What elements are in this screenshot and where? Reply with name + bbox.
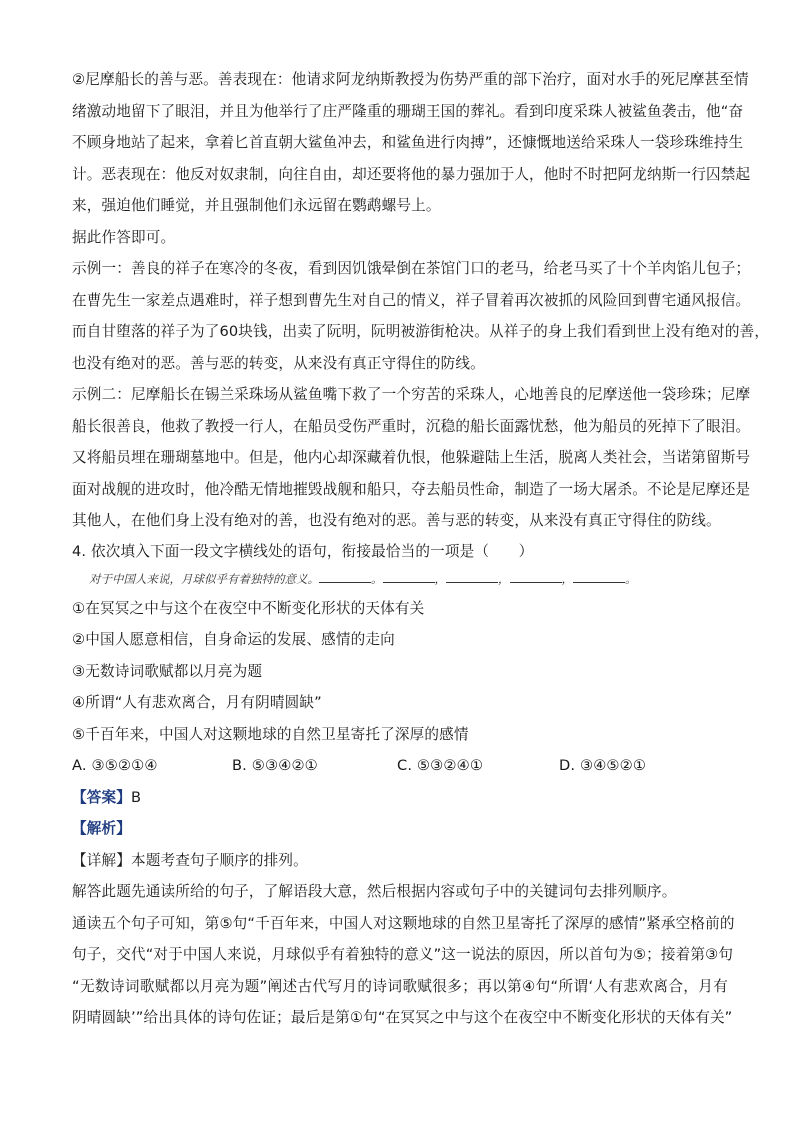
fill-blank (573, 569, 625, 583)
option-b: B. ⑤③④②① (232, 757, 318, 774)
text-line: ②尼摩船长的善与恶。善表现在：他请求阿龙纳斯教授为伤势严重的部下治疗，面对水手的死尼摩甚至情 (72, 71, 749, 88)
text-line: 示例二：尼摩船长在锡兰采珠场从鲨鱼嘴下救了一个穷苦的采珠人，心地善良的尼摩送他一袋珍珠；尼摩 (72, 386, 751, 403)
detail-tag: 【详解】 (72, 851, 131, 869)
passage-lead: 对于中国人来说，月球似乎有着独特的意义。 (89, 571, 319, 586)
answer-hint-paragraph (72, 222, 728, 254)
question-passage (72, 566, 728, 593)
answer-value: B (130, 788, 142, 806)
sentence-item: ⑤千百年来，中国人对这颗地球的自然卫星寄托了深厚的感情 (72, 725, 469, 743)
text-line: 也没有绝对的恶。善与恶的转变，从来没有真正守得住的防线。 (72, 354, 485, 372)
text-line: “无数诗词歌赋都以月亮为题”阐述古代写月的诗词歌赋很多；再以第④句“所谓‘人有悲欢离合，月有 (72, 977, 728, 995)
text-line: 解答此题先通读所给的句子，了解语段大意，然后根据内容或句子中的关键词句去排列顺序。 (72, 883, 677, 900)
option-d: D. ③④⑤②① (559, 757, 647, 774)
answer-line (72, 782, 728, 814)
fill-blank (319, 569, 371, 583)
example-two-paragraph (72, 379, 751, 537)
passage-punct: ， (498, 571, 510, 586)
text-line: 而自甘堕落的祥子为了60块钱，出卖了阮明，阮明被游街枪决。从祥子的身上我们看到世上没有绝对的善， (72, 323, 770, 340)
sentence-item: ②中国人愿意相信，自身命运的发展、感情的走向 (72, 631, 395, 648)
question-stem: 4. 依次填入下面一段文字横线处的语句，衔接最恰当的一项是（ ） (72, 542, 534, 560)
option-c: C. ⑤③②④① (397, 757, 484, 774)
text-line: 计。恶表现在：他反对奴隶制，向往自由，却还要将他的暴力强加于人，他时不时把阿龙纳斯一行囚禁起 (72, 165, 751, 183)
text-line: 在曹先生一家差点遇难时，祥子想到曹先生对自己的情义，祥子冒着再次被抓的风险回到曹宅通风报信。 (72, 291, 751, 309)
fill-blank (383, 569, 435, 583)
passage-punct: ， (434, 571, 446, 586)
analysis-paragraph-nemo (72, 64, 751, 222)
answer-options (72, 750, 728, 782)
text-line: 示例一：善良的祥子在寒冷的冬夜，看到因饥饿晕倒在茶馆门口的老马，给老马买了十个羊肉馅儿包子； (72, 260, 751, 277)
sentence-item: ③无数诗词歌赋都以月亮为题 (72, 662, 263, 680)
analysis-tag: 【解析】 (72, 820, 131, 837)
text-line: 又将船员埋在珊瑚墓地中。但是，他内心却深藏着仇恨，他躲避陆上生活，脱离人类社会，当诺第留斯号 (72, 449, 751, 466)
question-block (72, 537, 728, 782)
option-a: A. ③⑤②①④ (72, 757, 158, 774)
text-line: 其他人，在他们身上没有绝对的善，也没有绝对的恶。善与恶的转变，从来没有真正守得住的防线。 (72, 512, 721, 529)
text-line: 通读五个句子可知，第⑤句“千百年来，中国人对这颗地球的自然卫星寄托了深厚的感情”紧承空格前的 (72, 914, 735, 932)
text-line: 面对战舰的进攻时，他冷酷无情地摧毁战舰和船只，夺去船员性命，制造了一场大屠杀。不论是尼摩还是 (72, 480, 751, 498)
sentence-item: ④所谓“人有悲欢离合，月有阴晴圆缺” (72, 694, 322, 711)
fill-blank (510, 569, 562, 583)
answer-tag: 【答案】 (72, 788, 131, 806)
document-page (72, 64, 770, 1034)
detail-text: 本题考查句子顺序的排列。 (130, 851, 308, 869)
detail-line (72, 845, 728, 877)
analysis-heading (72, 813, 728, 845)
passage-punct: ， (561, 571, 573, 586)
passage-punct: 。 (625, 571, 637, 586)
text-line: 绪激动地留下了眼泪，并且为他举行了庄严隆重的珊瑚王国的葬礼。看到印度采珠人被鲨鱼袭击，他“奋 (72, 102, 744, 120)
text-line: 船长很善良，他救了教授一行人，在船员受伤严重时，沉稳的船长面露忧愁，他为船员的死掉下了眼泪。 (72, 417, 751, 435)
passage-punct: 。 (371, 571, 383, 586)
text-line: 句子，交代“对于中国人来说，月球似乎有着独特的意义”这一说法的原因，所以首句为⑤；接着第③句 (72, 946, 734, 963)
text-line: 据此作答即可。 (72, 228, 176, 246)
text-line: 不顾身地站了起来，拿着匕首直朝大鲨鱼冲去，和鲨鱼进行肉搏”，还慷慨地送给采珠人一袋珍珠维持生 (72, 134, 744, 151)
explanation-body (72, 876, 735, 1034)
sentence-item: ①在冥冥之中与这个在夜空中不断变化形状的天体有关 (72, 599, 425, 617)
text-line: 来，强迫他们睡觉，并且强制他们永远留在鹦鹉螺号上。 (72, 197, 441, 214)
fill-blank (446, 569, 498, 583)
example-one-paragraph (72, 253, 770, 379)
text-line: 阴晴圆缺’”给出具体的诗句佐证；最后是第①句“在冥冥之中与这个在夜空中不断变化形状的天体有关” (72, 1009, 733, 1026)
